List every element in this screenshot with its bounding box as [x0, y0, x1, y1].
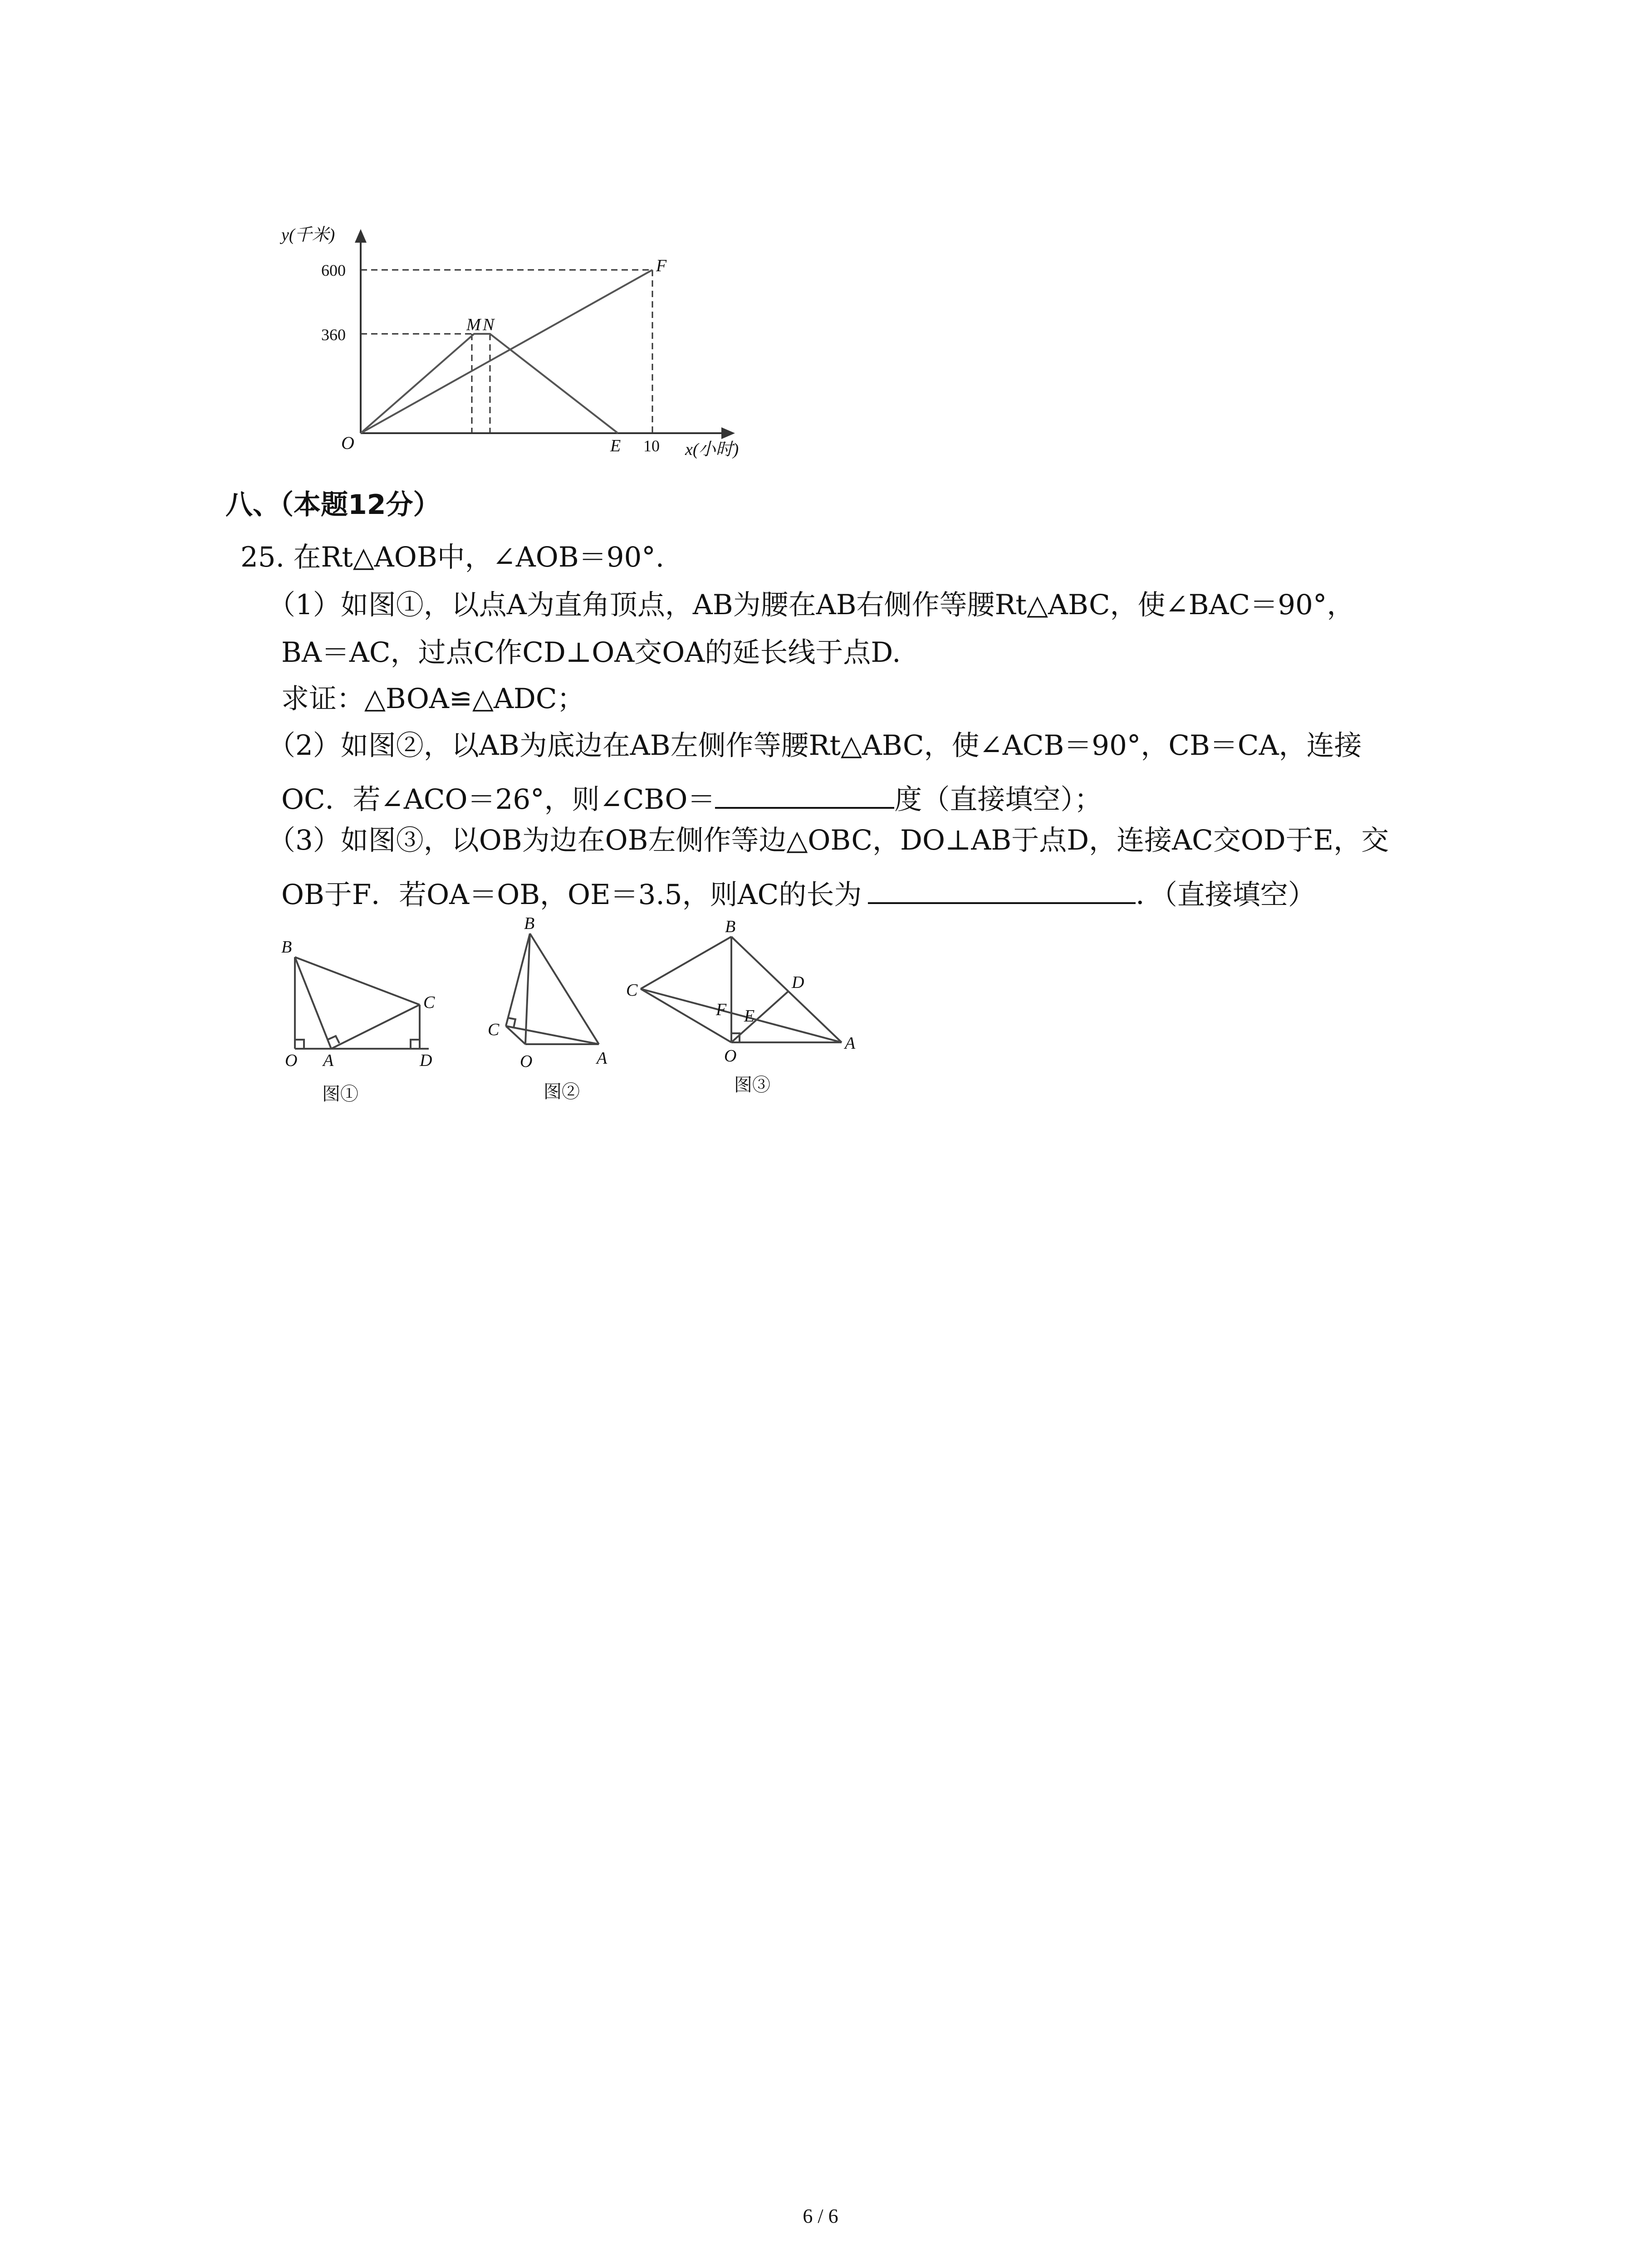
problem-25 [0, 0, 1641, 953]
problem-line-4: 求证：△BOA≌△ADC； [281, 683, 585, 715]
y-axis-label: y(千米) [281, 225, 335, 244]
problem-line-3: BA＝AC，过点C作CD⊥OA交OA的延长线于点D. [281, 636, 901, 669]
point-E-label: E [610, 436, 621, 455]
problem-line-2: （1）如图①，以点A为直角顶点，AB为腰在AB右侧作等腰Rt△ABC，使∠BAC＝90°， [268, 589, 1355, 621]
problem-line-8 [281, 875, 1316, 909]
origin-label: O [341, 433, 354, 453]
point-M-label: M [466, 315, 481, 334]
fig1-label-B: B [281, 938, 292, 957]
problem-line-5: （2）如图②，以AB为底边在AB左侧作等腰Rt△ABC，使∠ACB＝90°，CB＝CA，连接 [268, 729, 1362, 762]
fig1-label-O: O [285, 1051, 298, 1070]
problem-line-1: 25. 在Rt△AOB中，∠AOB＝90°. [240, 541, 665, 573]
fig2-label-A: A [597, 1049, 607, 1068]
figure-3 [617, 907, 871, 1102]
line8-text-after: ．（直接填空） [1136, 879, 1316, 911]
problem-line-6 [281, 779, 1102, 816]
fig2-label-B: B [524, 914, 535, 933]
fig3-label-E: E [744, 1007, 755, 1026]
fig3-label-C: C [626, 981, 638, 1000]
line6-text-after: 度（直接填空）； [894, 783, 1102, 816]
fig2-caption: 图② [544, 1081, 580, 1102]
line6-text-before: OC．若∠ACO＝26°，则∠CBO＝ [281, 783, 715, 816]
page-number: 6 / 6 [803, 2205, 838, 2227]
fig2-label-O: O [520, 1052, 533, 1071]
line8-text-before: OB于F．若OA＝OB，OE＝3.5，则AC的长为 [281, 879, 862, 911]
x-axis-label: x(小时) [685, 440, 739, 459]
fig3-label-A: A [845, 1034, 856, 1053]
point-F-label: F [656, 256, 667, 275]
fig3-label-D: D [792, 973, 804, 992]
fig3-label-B: B [725, 917, 736, 936]
figure-2 [481, 907, 631, 1102]
fig1-label-A: A [323, 1051, 334, 1070]
y-tick-360: 360 [321, 326, 346, 344]
fig1-label-D: D [420, 1051, 432, 1070]
problem-line-7: （3）如图③，以OB为边在OB左侧作等边△OBC，DO⊥AB于点D，连接AC交OD于E，交 [268, 824, 1389, 856]
fig2-label-C: C [488, 1020, 500, 1039]
fig1-label-C: C [423, 993, 435, 1012]
section-heading: 八、（本题12分） [225, 489, 441, 521]
y-tick-600: 600 [321, 261, 346, 279]
point-N-label: N [483, 315, 495, 334]
answer-blank-cbo[interactable] [715, 779, 894, 809]
fig3-label-F: F [716, 1000, 727, 1019]
fig3-label-O: O [724, 1046, 737, 1066]
figure-1 [272, 930, 463, 1111]
answer-blank-ac[interactable] [868, 875, 1136, 904]
x-tick-10: 10 [643, 437, 660, 455]
fig3-caption: 图③ [734, 1075, 770, 1095]
fig1-caption: 图① [322, 1084, 358, 1104]
